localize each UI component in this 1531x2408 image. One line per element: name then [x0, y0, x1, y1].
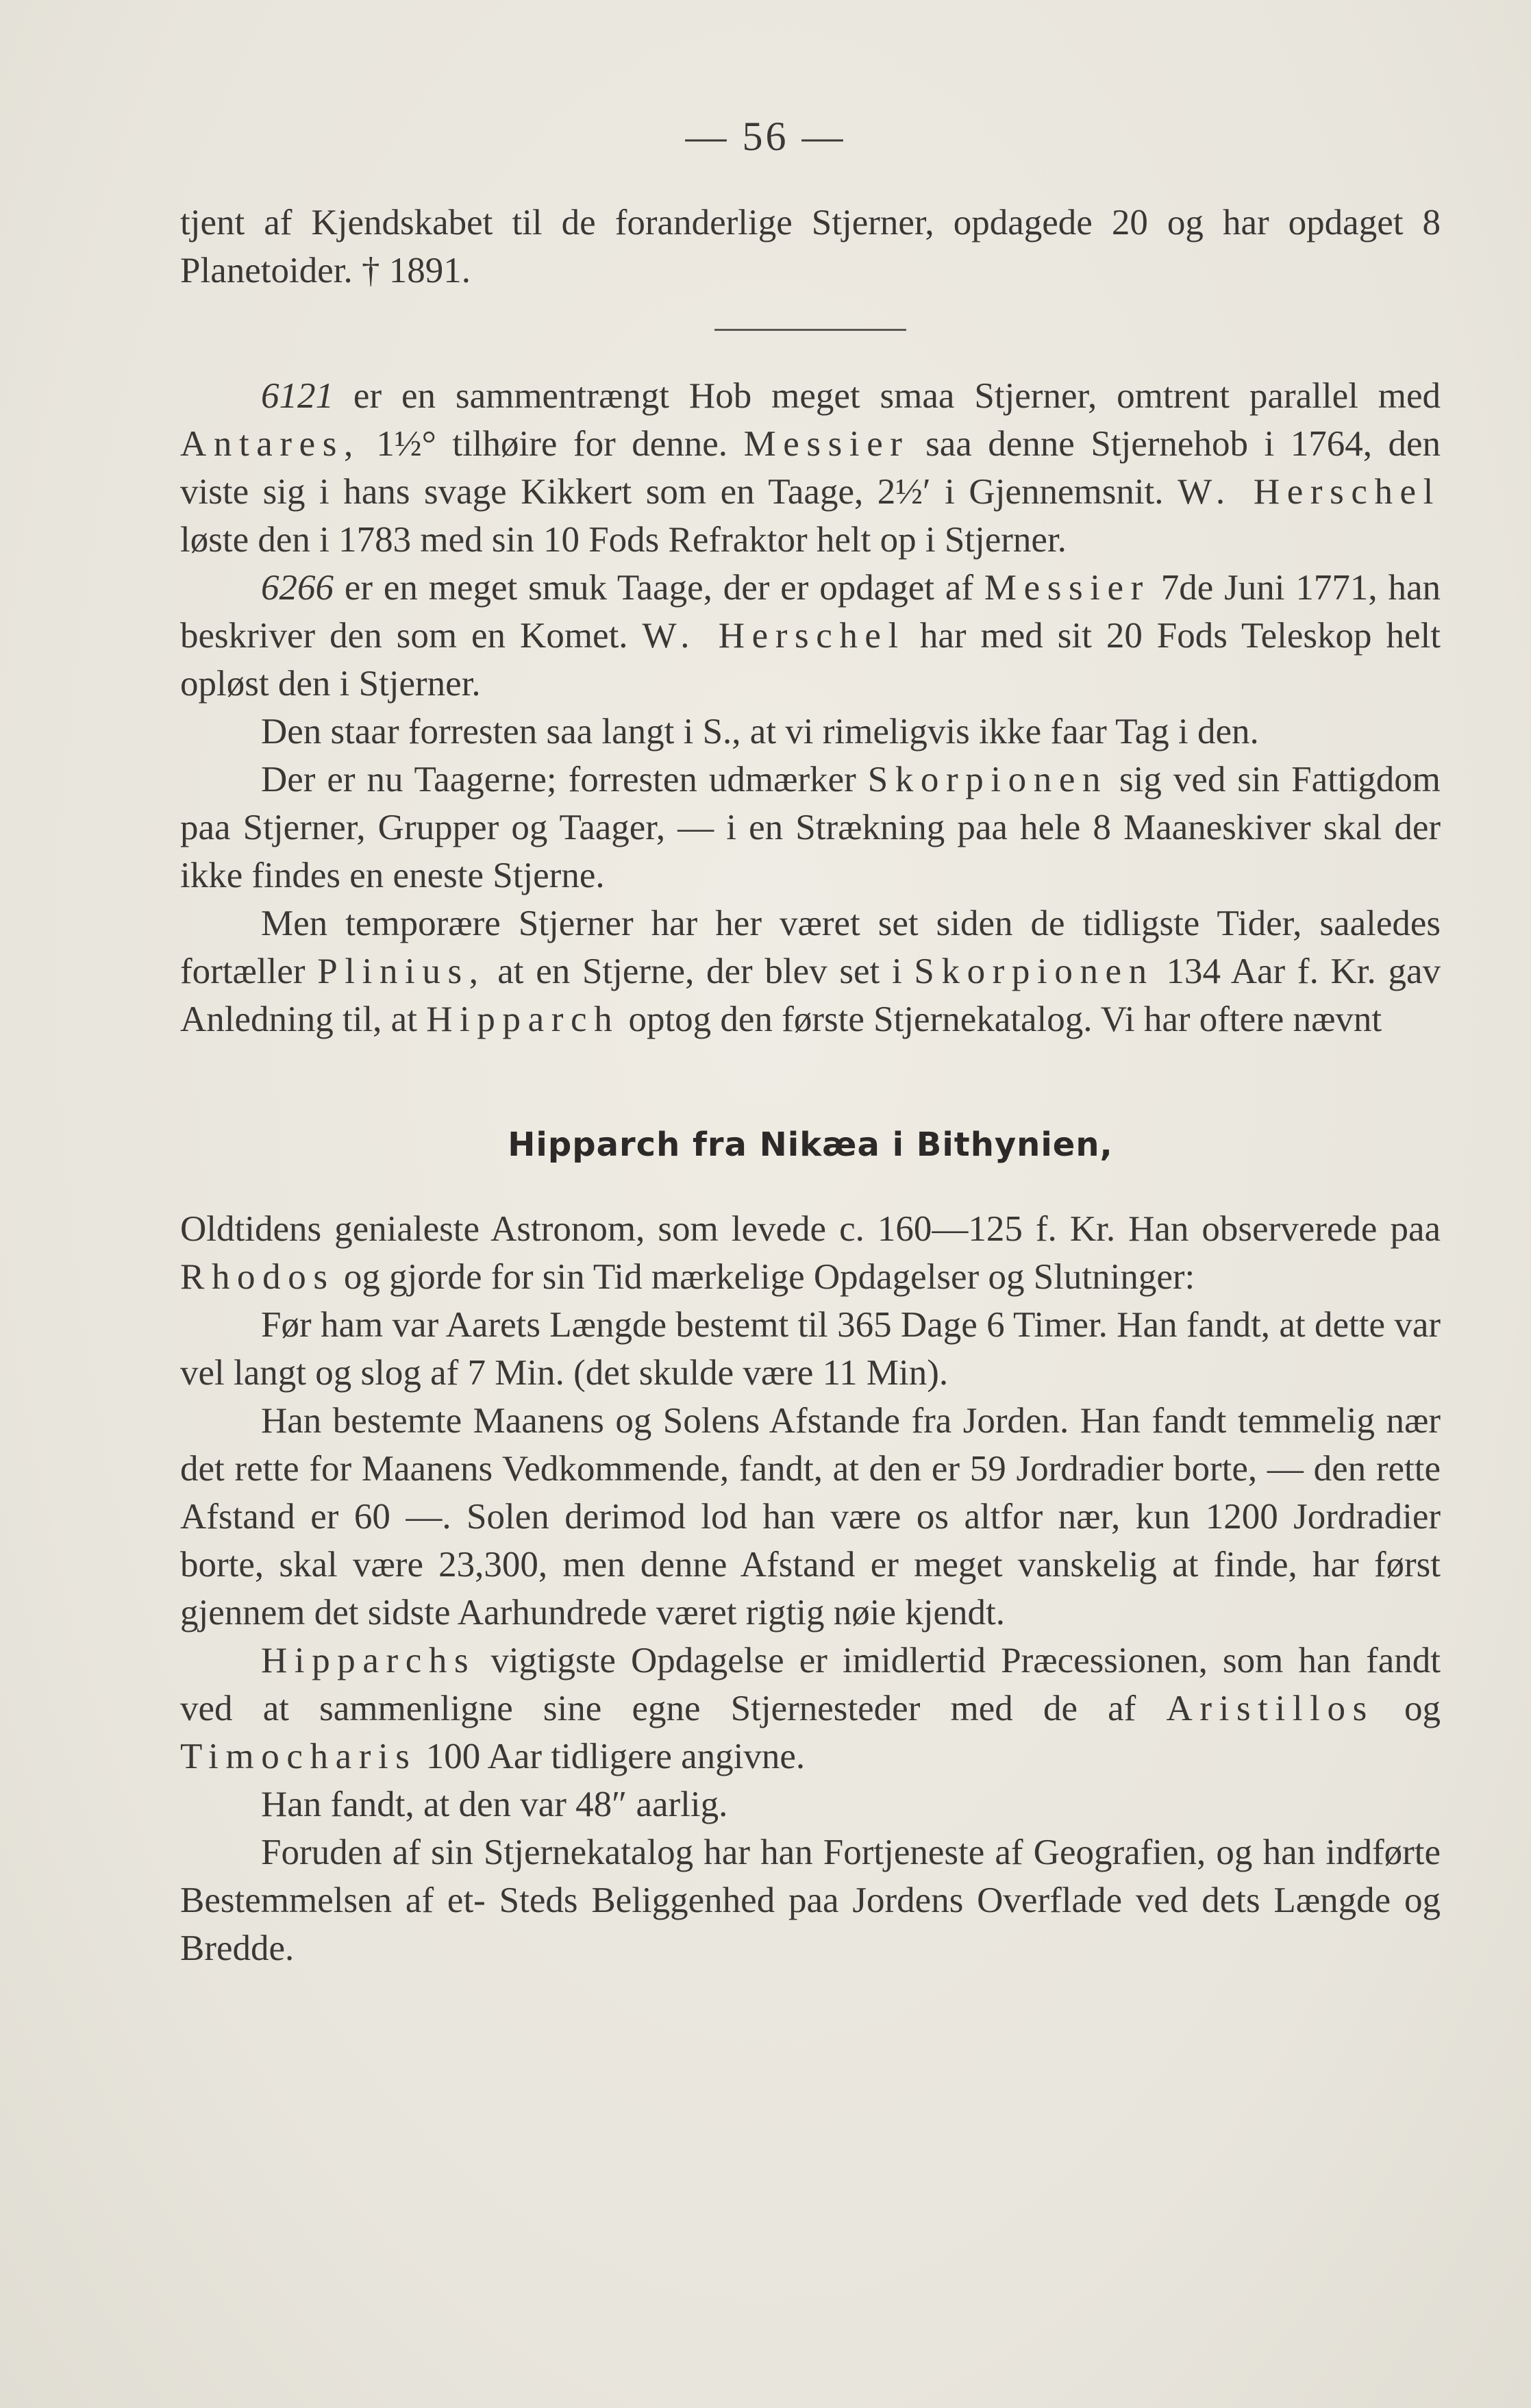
section-heading: Hipparch fra Nikæa i Bithynien,: [508, 1126, 1113, 1164]
body-text: [180, 199, 1441, 1972]
catalog-number: 6121: [261, 376, 334, 416]
paragraph-6: Men temporære Stjerner har her været set siden de tidligste Tider, saaledes fortæller Plinius, at en Stjerne, der blev set i Skorpionen 134 Aar f. Kr. gav Anledning til, at Hipparch optog den første Stjernekatalog. Vi har oftere nævnt: [180, 904, 1441, 1039]
spaced-name: Hipparchs: [261, 1641, 476, 1680]
paragraph-8: Før ham var Aarets Længde bestemt til 365 Dage 6 Timer. Han fandt, at dette var vel langt og slog af 7 Min. (det skulde være 11 Min).: [180, 1305, 1441, 1393]
page-number: — 56 —: [685, 114, 846, 159]
spaced-name: Messier: [743, 424, 910, 464]
section-rule: [714, 329, 906, 331]
spaced-name: Hipparch: [426, 1000, 620, 1039]
paragraph-7: Oldtidens genialeste Astronom, som levede c. 160—125 f. Kr. Han observerede paa Rhodos og gjorde for sin Tid mærkelige Opdagelser og Slutninger:: [180, 1209, 1441, 1297]
paragraph-9: Han bestemte Maanens og Solens Afstande fra Jorden. Han fandt temmelig nær det rette for Maanens Vedkommende, fandt, at den er 59 Jordradier borte, — den rette Afstand er 60 —. Solen derimod lod han være os altfor nær, kun 1200 Jordradier borte, skal være 23,300, men denne Afstand er meget vanskelig at finde, har først gjennem det sidste Aarhundrede været rigtig nøie kjendt.: [180, 1401, 1441, 1633]
spaced-name: Skorpionen: [867, 760, 1108, 799]
spaced-name: Skorpionen: [914, 952, 1154, 991]
spaced-name: Plinius,: [317, 952, 486, 991]
spaced-name: Rhodos: [180, 1257, 335, 1297]
paragraph-5: Der er nu Taagerne; forresten udmærker Skorpionen sig ved sin Fattigdom paa Stjerner, Grupper og Taager, — i en Strækning paa hele 8 Maaneskiver skal der ikke findes en eneste Stjerne.: [180, 760, 1441, 895]
spaced-name: Messier: [984, 568, 1150, 608]
paragraph-11: Han fandt, at den var 48″ aarlig.: [261, 1785, 728, 1824]
paragraph-1: tjent af Kjendskabet til de foranderlige Stjerner, opdagede 20 og har opdaget 8 Planetoider. † 1891.: [180, 203, 1441, 290]
spaced-name: Timocharis: [180, 1737, 417, 1776]
paragraph-10: Hipparchs vigtigste Opdagelse er imidlertid Præcessionen, som han fandt ved at sammenligne sine egne Stjernesteder med de af Aristillos og Timocharis 100 Aar tidligere angivne.: [180, 1641, 1441, 1776]
paragraph-2: 6121 er en sammentrængt Hob meget smaa Stjerner, omtrent parallel med Antares, 1½° tilhøire for denne. Messier saa denne Stjernehob i 1764, den viste sig i hans svage Kikkert som en Taage, 2½′ i Gjennemsnit. W. Herschel løste den i 1783 med sin 10 Fods Refraktor helt op i Stjerner.: [180, 376, 1441, 560]
spaced-name: W. Herschel: [1178, 472, 1441, 512]
spaced-name: W. Herschel: [642, 616, 906, 656]
paragraph-3: 6266 er en meget smuk Taage, der er opdaget af Messier 7de Juni 1771, han beskriver den som en Komet. W. Herschel har med sit 20 Fods Teleskop helt opløst den i Stjerner.: [180, 568, 1441, 704]
spaced-name: Aristillos: [1166, 1689, 1374, 1728]
paragraph-12: Foruden af sin Stjernekatalog har han Fortjeneste af Geografien, og han indførte Bestemmelsen af et- Steds Beliggenhed paa Jordens Overflade ved dets Længde og Bredde.: [180, 1833, 1441, 1968]
paragraph-4: Den staar forresten saa langt i S., at vi rimeligvis ikke faar Tag i den.: [261, 712, 1259, 752]
spaced-name: Antares,: [180, 424, 360, 464]
catalog-number: 6266: [261, 568, 334, 608]
